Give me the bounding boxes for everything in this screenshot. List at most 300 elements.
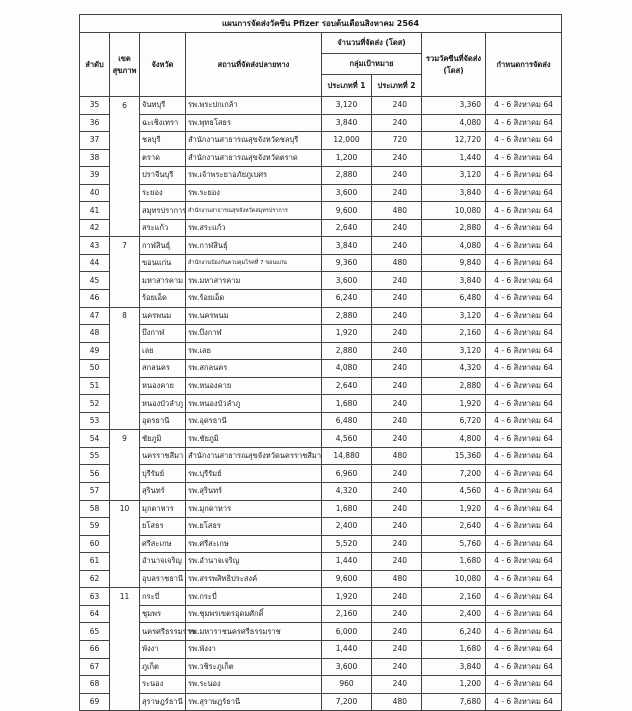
cell-type1: 1,440 [322, 553, 372, 571]
cell-province: สระแก้ว [140, 219, 186, 237]
cell-site: รพ.สกลนคร [186, 360, 322, 378]
cell-province: ขอนแก่น [140, 254, 186, 272]
cell-type1: 3,120 [322, 97, 372, 115]
cell-region [110, 114, 140, 132]
cell-region [110, 623, 140, 641]
cell-site: รพ.พังงา [186, 640, 322, 658]
cell-province: ชุมพร [140, 605, 186, 623]
cell-type1: 5,520 [322, 535, 372, 553]
header-allocation: จำนวนที่จัดส่ง (โดส) [322, 33, 422, 54]
cell-site: รพ.เจ้าพระยาอภัยภูเบศร [186, 167, 322, 185]
cell-site: รพ.กระบี่ [186, 588, 322, 606]
cell-total: 1,680 [422, 553, 486, 571]
cell-date: 4 - 6 สิงหาคม 64 [486, 588, 562, 606]
cell-date: 4 - 6 สิงหาคม 64 [486, 132, 562, 150]
table-row [80, 167, 562, 185]
cell-region [110, 535, 140, 553]
cell-order: 40 [80, 184, 110, 202]
cell-region [110, 360, 140, 378]
cell-site: สำนักงานสาธารณสุขจังหวัดสมุทรปราการ [186, 202, 322, 220]
cell-site: รพ.ชุมพรเขตรอุดมศักดิ์ [186, 605, 322, 623]
cell-type2: 240 [372, 605, 422, 623]
header-order: ลำดับ [80, 33, 110, 97]
table-row [80, 395, 562, 413]
cell-total: 1,920 [422, 395, 486, 413]
table-title: แผนการจัดส่งวัคซีน Pfizer รอบต้นเดือนสิงหาคม 2564 [80, 15, 562, 33]
cell-site: รพ.ศรีสะเกษ [186, 535, 322, 553]
cell-region [110, 132, 140, 150]
table-row [80, 693, 562, 711]
table-row [80, 640, 562, 658]
cell-region [110, 693, 140, 711]
cell-type1: 4,560 [322, 430, 372, 448]
cell-order: 52 [80, 395, 110, 413]
cell-order: 36 [80, 114, 110, 132]
cell-type2: 240 [372, 360, 422, 378]
cell-site: สำนักงานสาธารณสุขจังหวัดนครราชสีมา [186, 447, 322, 465]
cell-type2: 240 [372, 325, 422, 343]
cell-order: 57 [80, 483, 110, 501]
cell-total: 4,560 [422, 483, 486, 501]
cell-type1: 2,640 [322, 377, 372, 395]
cell-region [110, 149, 140, 167]
allocation-table [79, 14, 562, 711]
cell-total: 2,640 [422, 518, 486, 536]
cell-type1: 1,680 [322, 395, 372, 413]
cell-date: 4 - 6 สิงหาคม 64 [486, 518, 562, 536]
cell-province: ร้อยเอ็ด [140, 290, 186, 308]
cell-type2: 240 [372, 640, 422, 658]
table-row [80, 202, 562, 220]
cell-order: 45 [80, 272, 110, 290]
cell-province: นครศรีธรรมราช [140, 623, 186, 641]
cell-type1: 2,880 [322, 167, 372, 185]
cell-region [110, 254, 140, 272]
cell-province: จันทบุรี [140, 97, 186, 115]
cell-order: 47 [80, 307, 110, 325]
cell-date: 4 - 6 สิงหาคม 64 [486, 149, 562, 167]
cell-total: 9,840 [422, 254, 486, 272]
cell-order: 63 [80, 588, 110, 606]
table-row [80, 465, 562, 483]
cell-type2: 240 [372, 623, 422, 641]
cell-type1: 3,840 [322, 114, 372, 132]
cell-type1: 6,000 [322, 623, 372, 641]
cell-type2: 240 [372, 465, 422, 483]
table-row [80, 97, 562, 115]
cell-region [110, 412, 140, 430]
table-row [80, 377, 562, 395]
cell-site: รพ.ระยอง [186, 184, 322, 202]
cell-type1: 2,640 [322, 219, 372, 237]
cell-type1: 4,320 [322, 483, 372, 501]
cell-type2: 240 [372, 167, 422, 185]
cell-type2: 240 [372, 219, 422, 237]
cell-type2: 240 [372, 114, 422, 132]
cell-type1: 2,880 [322, 342, 372, 360]
cell-date: 4 - 6 สิงหาคม 64 [486, 693, 562, 711]
cell-date: 4 - 6 สิงหาคม 64 [486, 219, 562, 237]
cell-region [110, 184, 140, 202]
cell-order: 41 [80, 202, 110, 220]
cell-type1: 3,600 [322, 184, 372, 202]
cell-province: มุกดาหาร [140, 500, 186, 518]
cell-site: รพ.ยโสธร [186, 518, 322, 536]
cell-total: 1,440 [422, 149, 486, 167]
cell-type1: 9,600 [322, 202, 372, 220]
cell-site: รพ.อำนาจเจริญ [186, 553, 322, 571]
cell-province: ภูเก็ต [140, 658, 186, 676]
cell-total: 6,720 [422, 412, 486, 430]
cell-order: 51 [80, 377, 110, 395]
cell-type1: 3,840 [322, 237, 372, 255]
cell-type2: 480 [372, 254, 422, 272]
cell-region: 10 [110, 500, 140, 518]
cell-site: รพ.เลย [186, 342, 322, 360]
cell-region: 9 [110, 430, 140, 448]
cell-order: 56 [80, 465, 110, 483]
cell-province: ยโสธร [140, 518, 186, 536]
cell-region [110, 465, 140, 483]
cell-type2: 240 [372, 588, 422, 606]
cell-order: 42 [80, 219, 110, 237]
cell-total: 2,400 [422, 605, 486, 623]
cell-date: 4 - 6 สิงหาคม 64 [486, 676, 562, 694]
cell-order: 35 [80, 97, 110, 115]
cell-province: ปราจีนบุรี [140, 167, 186, 185]
cell-date: 4 - 6 สิงหาคม 64 [486, 377, 562, 395]
cell-total: 7,680 [422, 693, 486, 711]
cell-province: สุรินทร์ [140, 483, 186, 501]
header-total-line1: รวมวัคซีนที่จัดส่ง [425, 53, 482, 63]
cell-date: 4 - 6 สิงหาคม 64 [486, 412, 562, 430]
cell-date: 4 - 6 สิงหาคม 64 [486, 342, 562, 360]
cell-type2: 480 [372, 570, 422, 588]
cell-type2: 240 [372, 149, 422, 167]
cell-date: 4 - 6 สิงหาคม 64 [486, 447, 562, 465]
cell-type2: 480 [372, 202, 422, 220]
cell-site: รพ.สรรพสิทธิประสงค์ [186, 570, 322, 588]
cell-province: ชัยภูมิ [140, 430, 186, 448]
table-row [80, 360, 562, 378]
cell-total: 1,200 [422, 676, 486, 694]
table-row [80, 272, 562, 290]
cell-region [110, 676, 140, 694]
cell-total: 5,760 [422, 535, 486, 553]
header-type2: ประเภทที่ 2 [372, 75, 422, 97]
cell-type2: 240 [372, 272, 422, 290]
cell-province: สมุทรปราการ [140, 202, 186, 220]
header-province: จังหวัด [140, 33, 186, 97]
cell-date: 4 - 6 สิงหาคม 64 [486, 640, 562, 658]
cell-total: 2,880 [422, 377, 486, 395]
cell-date: 4 - 6 สิงหาคม 64 [486, 553, 562, 571]
cell-type1: 1,200 [322, 149, 372, 167]
cell-site: รพ.สระแก้ว [186, 219, 322, 237]
cell-total: 4,320 [422, 360, 486, 378]
cell-date: 4 - 6 สิงหาคม 64 [486, 167, 562, 185]
cell-date: 4 - 6 สิงหาคม 64 [486, 202, 562, 220]
cell-order: 65 [80, 623, 110, 641]
cell-order: 55 [80, 447, 110, 465]
cell-region [110, 570, 140, 588]
cell-type1: 3,600 [322, 658, 372, 676]
cell-province: บุรีรัมย์ [140, 465, 186, 483]
cell-order: 64 [80, 605, 110, 623]
cell-region [110, 377, 140, 395]
cell-site: รพ.มหาสารคาม [186, 272, 322, 290]
cell-type2: 240 [372, 342, 422, 360]
cell-date: 4 - 6 สิงหาคม 64 [486, 605, 562, 623]
cell-total: 4,080 [422, 114, 486, 132]
cell-region [110, 640, 140, 658]
cell-date: 4 - 6 สิงหาคม 64 [486, 500, 562, 518]
cell-order: 68 [80, 676, 110, 694]
cell-type1: 1,680 [322, 500, 372, 518]
table-row [80, 605, 562, 623]
cell-date: 4 - 6 สิงหาคม 64 [486, 570, 562, 588]
table-row [80, 325, 562, 343]
cell-date: 4 - 6 สิงหาคม 64 [486, 307, 562, 325]
cell-total: 3,120 [422, 307, 486, 325]
cell-region [110, 483, 140, 501]
cell-site: รพ.สุราษฎร์ธานี [186, 693, 322, 711]
table-body [80, 97, 562, 711]
table-row [80, 676, 562, 694]
header-region-line1: เขต [118, 53, 131, 63]
cell-province: สกลนคร [140, 360, 186, 378]
cell-total: 1,680 [422, 640, 486, 658]
cell-order: 50 [80, 360, 110, 378]
table-row [80, 254, 562, 272]
cell-type2: 240 [372, 553, 422, 571]
cell-type1: 12,000 [322, 132, 372, 150]
cell-region [110, 518, 140, 536]
cell-province: อำนาจเจริญ [140, 553, 186, 571]
cell-region [110, 167, 140, 185]
cell-order: 61 [80, 553, 110, 571]
cell-type2: 480 [372, 447, 422, 465]
cell-type2: 240 [372, 518, 422, 536]
cell-province: อุบลราชธานี [140, 570, 186, 588]
cell-site: รพ.อุดรธานี [186, 412, 322, 430]
cell-type1: 7,200 [322, 693, 372, 711]
cell-date: 4 - 6 สิงหาคม 64 [486, 114, 562, 132]
cell-province: หนองคาย [140, 377, 186, 395]
cell-province: ฉะเชิงเทรา [140, 114, 186, 132]
cell-region [110, 658, 140, 676]
cell-province: ตราด [140, 149, 186, 167]
cell-type2: 240 [372, 412, 422, 430]
cell-region: 6 [110, 97, 140, 115]
table-row [80, 588, 562, 606]
cell-order: 67 [80, 658, 110, 676]
cell-total: 6,480 [422, 290, 486, 308]
cell-type2: 240 [372, 395, 422, 413]
cell-total: 3,840 [422, 658, 486, 676]
cell-site: รพ.นครพนม [186, 307, 322, 325]
cell-province: หนองบัวลำภู [140, 395, 186, 413]
cell-site: รพ.ร้อยเอ็ด [186, 290, 322, 308]
cell-order: 37 [80, 132, 110, 150]
cell-type1: 9,600 [322, 570, 372, 588]
cell-site: รพ.ระนอง [186, 676, 322, 694]
cell-type2: 240 [372, 676, 422, 694]
cell-province: ชลบุรี [140, 132, 186, 150]
cell-order: 39 [80, 167, 110, 185]
cell-region [110, 202, 140, 220]
cell-region [110, 447, 140, 465]
cell-type1: 4,080 [322, 360, 372, 378]
cell-total: 12,720 [422, 132, 486, 150]
cell-date: 4 - 6 สิงหาคม 64 [486, 184, 562, 202]
cell-province: สุราษฎร์ธานี [140, 693, 186, 711]
cell-date: 4 - 6 สิงหาคม 64 [486, 430, 562, 448]
cell-order: 46 [80, 290, 110, 308]
cell-order: 60 [80, 535, 110, 553]
cell-date: 4 - 6 สิงหาคม 64 [486, 623, 562, 641]
cell-site: รพ.สุรินทร์ [186, 483, 322, 501]
cell-type2: 240 [372, 483, 422, 501]
cell-type1: 2,400 [322, 518, 372, 536]
cell-total: 7,200 [422, 465, 486, 483]
cell-type1: 3,600 [322, 272, 372, 290]
cell-order: 44 [80, 254, 110, 272]
cell-region [110, 395, 140, 413]
cell-site: รพ.มหาราชนครศรีธรรมราช [186, 623, 322, 641]
cell-total: 1,920 [422, 500, 486, 518]
cell-region [110, 219, 140, 237]
table-row [80, 570, 562, 588]
cell-site: รพ.พุทธโสธร [186, 114, 322, 132]
cell-type1: 1,920 [322, 325, 372, 343]
cell-type1: 14,880 [322, 447, 372, 465]
cell-order: 49 [80, 342, 110, 360]
cell-order: 58 [80, 500, 110, 518]
table-row [80, 535, 562, 553]
header-region [110, 33, 140, 97]
cell-province: ระยอง [140, 184, 186, 202]
cell-total: 3,120 [422, 342, 486, 360]
header-site: สถานที่จัดส่งปลายทาง [186, 33, 322, 97]
table-row [80, 290, 562, 308]
cell-site: สำนักงานสาธารณสุขจังหวัดตราด [186, 149, 322, 167]
cell-order: 69 [80, 693, 110, 711]
cell-province: กระบี่ [140, 588, 186, 606]
cell-region [110, 605, 140, 623]
cell-total: 10,080 [422, 202, 486, 220]
cell-province: อุดรธานี [140, 412, 186, 430]
cell-date: 4 - 6 สิงหาคม 64 [486, 237, 562, 255]
cell-site: รพ.ชัยภูมิ [186, 430, 322, 448]
table-row [80, 623, 562, 641]
cell-date: 4 - 6 สิงหาคม 64 [486, 360, 562, 378]
table-row [80, 342, 562, 360]
cell-total: 2,160 [422, 325, 486, 343]
cell-region [110, 342, 140, 360]
cell-total: 15,360 [422, 447, 486, 465]
cell-province: มหาสารคาม [140, 272, 186, 290]
cell-province: กาฬสินธุ์ [140, 237, 186, 255]
cell-date: 4 - 6 สิงหาคม 64 [486, 465, 562, 483]
cell-type1: 6,960 [322, 465, 372, 483]
header-region-line2: สุขภาพ [112, 65, 137, 75]
table-row [80, 500, 562, 518]
cell-date: 4 - 6 สิงหาคม 64 [486, 272, 562, 290]
cell-order: 48 [80, 325, 110, 343]
cell-order: 54 [80, 430, 110, 448]
cell-order: 43 [80, 237, 110, 255]
cell-site: รพ.วชิระภูเก็ต [186, 658, 322, 676]
cell-region [110, 325, 140, 343]
header-target-group: กลุ่มเป้าหมาย [322, 54, 422, 75]
table-row [80, 184, 562, 202]
cell-site: รพ.บุรีรัมย์ [186, 465, 322, 483]
table-row [80, 553, 562, 571]
cell-order: 38 [80, 149, 110, 167]
cell-province: ศรีสะเกษ [140, 535, 186, 553]
table-row [80, 149, 562, 167]
cell-date: 4 - 6 สิงหาคม 64 [486, 658, 562, 676]
table-row [80, 447, 562, 465]
cell-site: สำนักงานป้องกันควบคุมโรคที่ 7 ขอนแก่น [186, 254, 322, 272]
cell-type2: 480 [372, 693, 422, 711]
cell-total: 2,160 [422, 588, 486, 606]
table-row [80, 132, 562, 150]
cell-total: 3,840 [422, 184, 486, 202]
cell-total: 10,080 [422, 570, 486, 588]
header-total-line2: (โดส) [443, 65, 464, 75]
cell-total: 3,120 [422, 167, 486, 185]
cell-total: 4,080 [422, 237, 486, 255]
cell-region: 8 [110, 307, 140, 325]
cell-region [110, 290, 140, 308]
cell-total: 3,360 [422, 97, 486, 115]
cell-total: 3,840 [422, 272, 486, 290]
cell-type2: 240 [372, 290, 422, 308]
cell-total: 6,240 [422, 623, 486, 641]
cell-date: 4 - 6 สิงหาคม 64 [486, 395, 562, 413]
cell-province: นครราชสีมา [140, 447, 186, 465]
cell-type1: 2,160 [322, 605, 372, 623]
cell-type1: 1,440 [322, 640, 372, 658]
cell-type1: 1,920 [322, 588, 372, 606]
cell-region: 7 [110, 237, 140, 255]
header-total [422, 33, 486, 97]
cell-date: 4 - 6 สิงหาคม 64 [486, 97, 562, 115]
cell-type1: 960 [322, 676, 372, 694]
cell-region [110, 553, 140, 571]
cell-site: รพ.หนองบัวลำภู [186, 395, 322, 413]
cell-site: รพ.พระปกเกล้า [186, 97, 322, 115]
header-date: กำหนดการจัดส่ง [486, 33, 562, 97]
cell-type1: 6,480 [322, 412, 372, 430]
cell-site: รพ.มุกดาหาร [186, 500, 322, 518]
table-row [80, 307, 562, 325]
cell-order: 53 [80, 412, 110, 430]
table-row [80, 658, 562, 676]
cell-province: ระนอง [140, 676, 186, 694]
table-row [80, 483, 562, 501]
cell-order: 62 [80, 570, 110, 588]
header-type1: ประเภทที่ 1 [322, 75, 372, 97]
cell-site: สำนักงานสาธารณสุขจังหวัดชลบุรี [186, 132, 322, 150]
cell-type2: 240 [372, 307, 422, 325]
table-row [80, 114, 562, 132]
cell-site: รพ.กาฬสินธุ์ [186, 237, 322, 255]
table-row [80, 430, 562, 448]
cell-type2: 240 [372, 535, 422, 553]
